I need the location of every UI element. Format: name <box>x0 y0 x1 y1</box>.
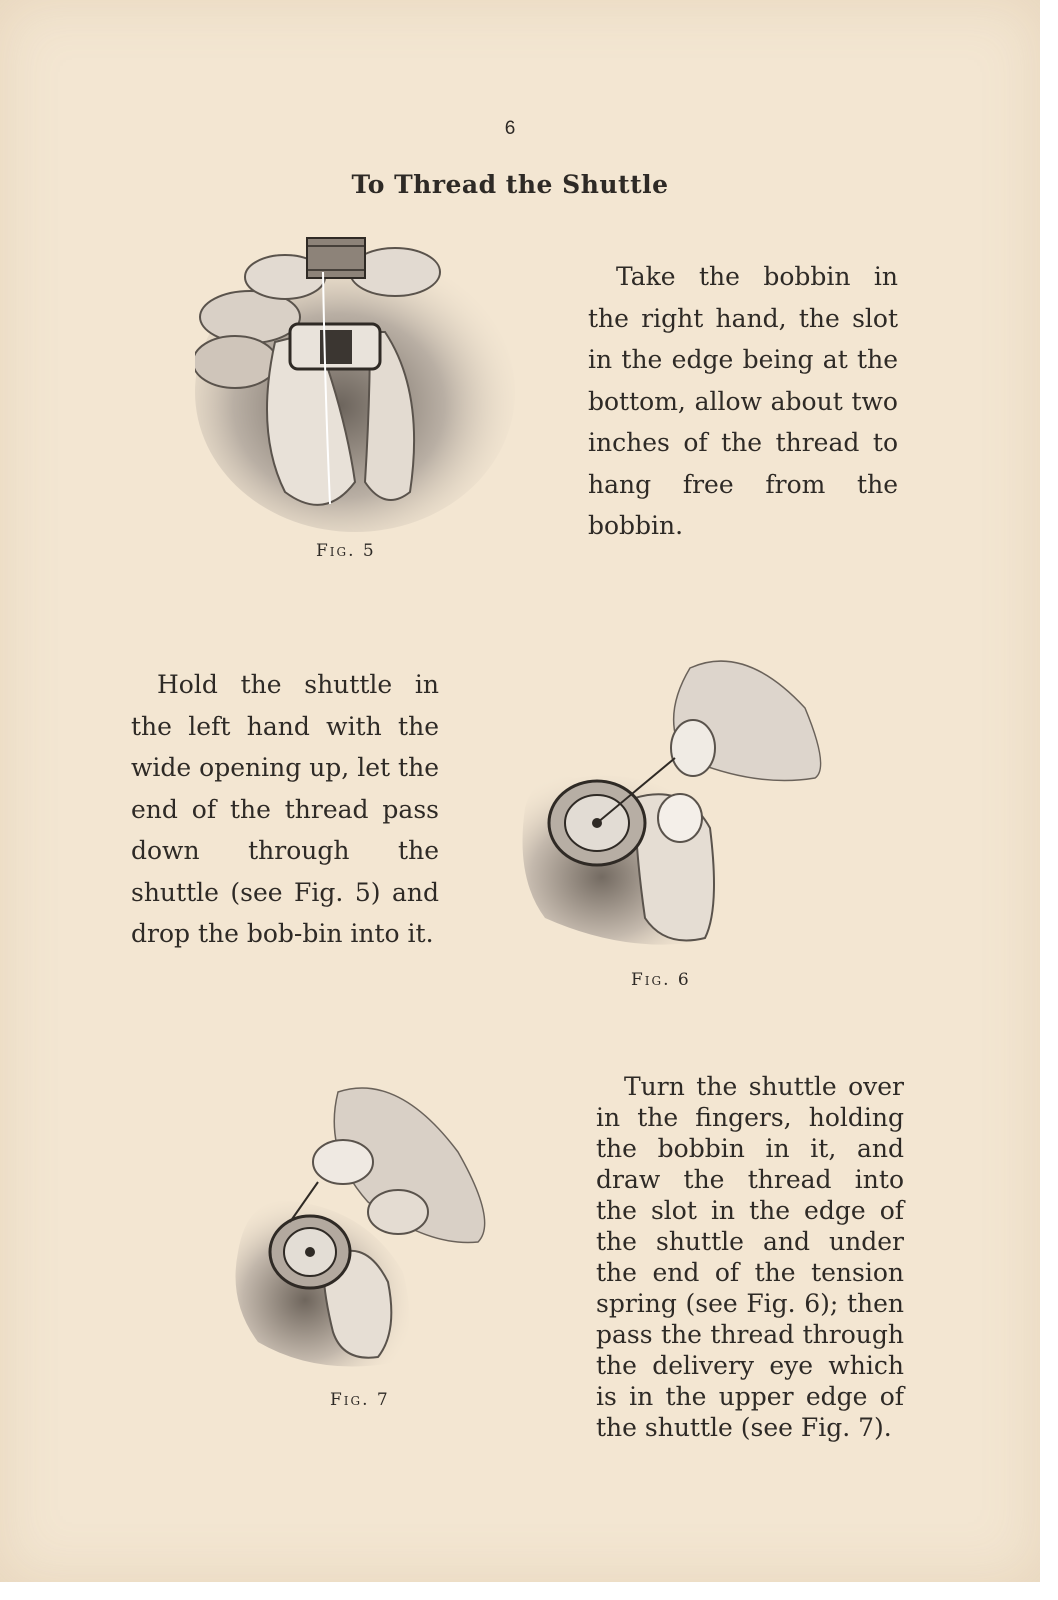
figure-7 <box>228 1072 498 1372</box>
figure-5 <box>195 232 525 532</box>
page-edge <box>1040 0 1058 1600</box>
figure-6 <box>515 648 835 958</box>
bottom-edge <box>0 1582 1058 1600</box>
figure-7-caption: Fig. 7 <box>330 1390 390 1410</box>
hand-turning-shuttle-illustration <box>228 1072 498 1372</box>
paragraph-1: Take the bobbin in the right hand, the slot in the edge being at the bottom, allow about two inches of the thread to hang free from the bobbin. <box>588 262 898 540</box>
page-number: 6 <box>504 118 516 139</box>
paragraph-2: Hold the shuttle in the left hand with the wide opening up, let the end of the thread pass down through the shuttle (see Fig. 5) and drop the bob-bin into it. <box>131 670 439 948</box>
paragraph-3: Turn the shuttle over in the fingers, holding the bobbin in it, and draw the thread into the slot in the edge of the shuttle and under the end of the tension spring (see Fig. 6); then pass the thread through the delivery eye which is in the upper edge of the shuttle (see Fig. 7). <box>596 1072 904 1442</box>
figure-6-caption: Fig. 6 <box>631 970 691 990</box>
figure-5-caption: Fig. 5 <box>316 541 376 561</box>
hand-holding-shuttle-illustration <box>515 648 835 958</box>
hand-holding-bobbin-illustration <box>195 232 525 532</box>
page-title: To Thread the Shuttle <box>351 170 669 199</box>
